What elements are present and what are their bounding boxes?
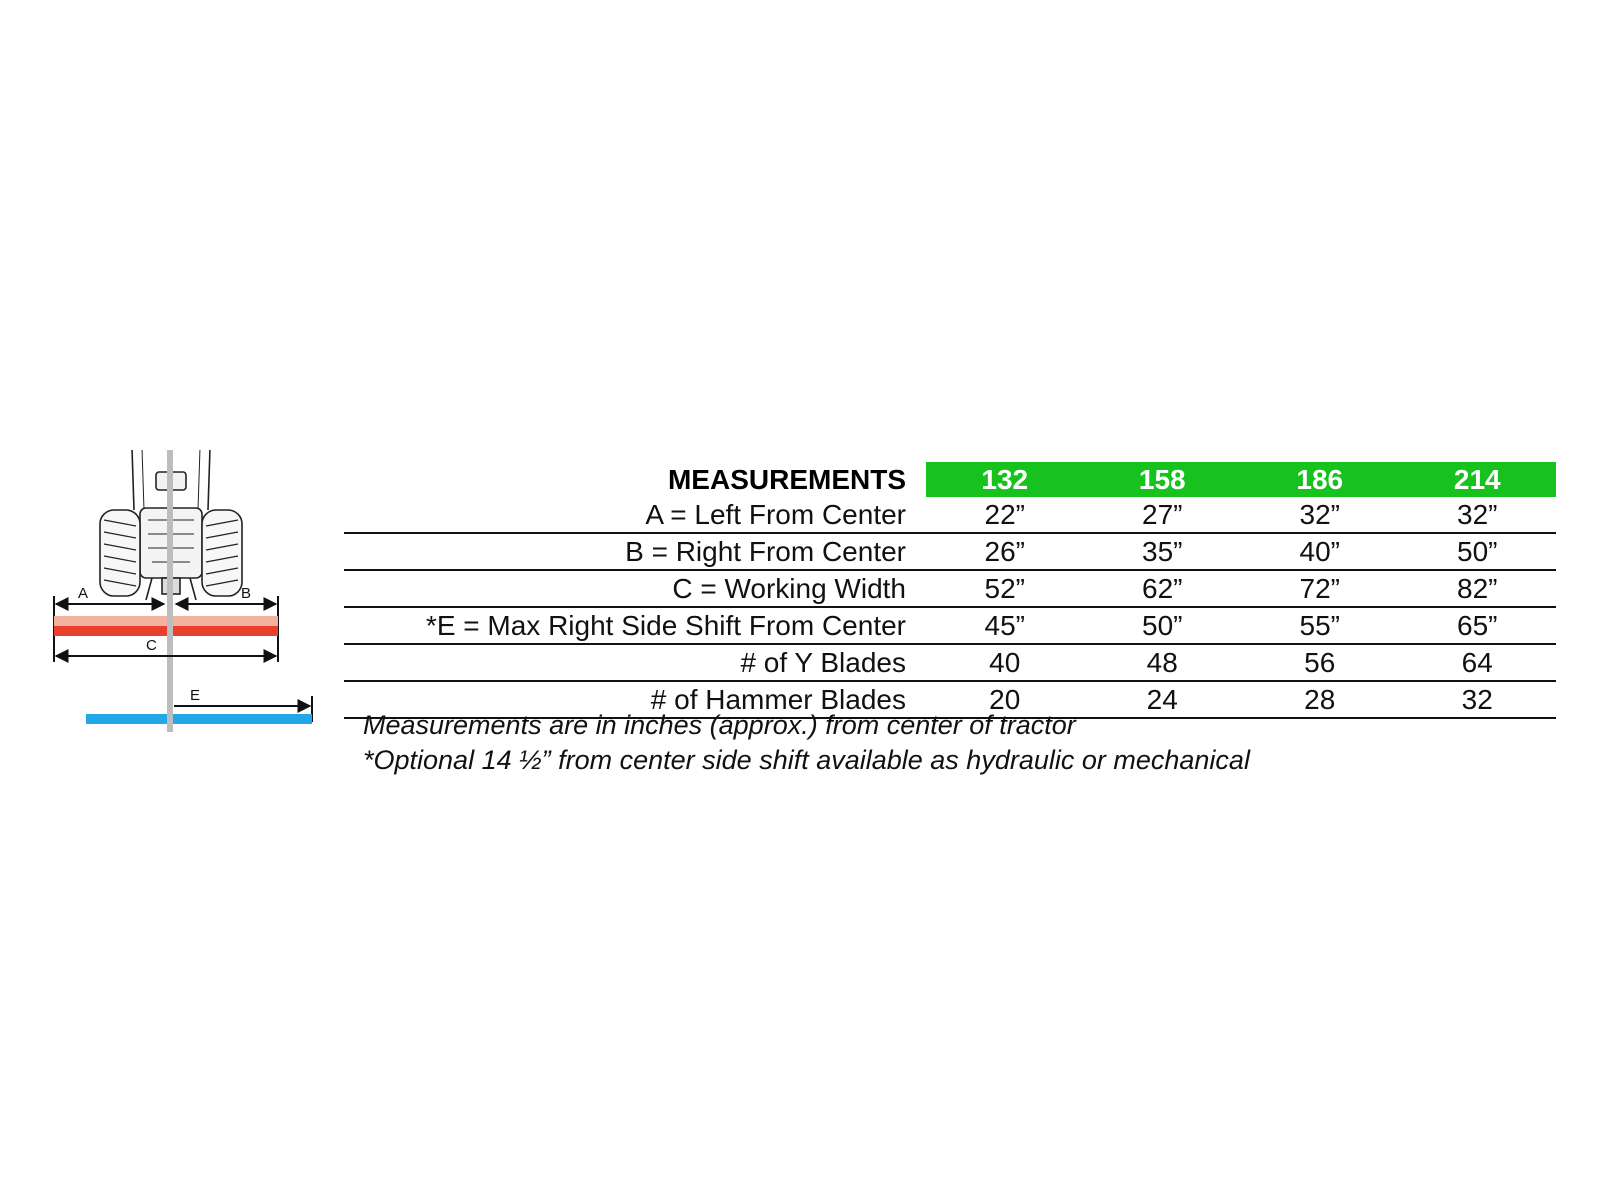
table-cell: 56 (1241, 644, 1399, 681)
table-row (344, 607, 1556, 644)
size-header-214: 214 (1399, 462, 1557, 497)
mower-deck (54, 626, 278, 636)
row-label: C = Working Width (344, 570, 926, 607)
table-cell: 40” (1241, 533, 1399, 570)
table-row (344, 497, 1556, 533)
table-cell: 50” (1084, 607, 1242, 644)
row-label: *E = Max Right Side Shift From Center (344, 607, 926, 644)
size-header-186: 186 (1241, 462, 1399, 497)
table-cell: 26” (926, 533, 1084, 570)
measurements-table (344, 462, 1556, 719)
table-cell: 72” (1241, 570, 1399, 607)
table-cell: 62” (1084, 570, 1242, 607)
mower-deck-light (54, 616, 278, 626)
table-cell: 65” (1399, 607, 1557, 644)
dimension-b-label: B (241, 585, 252, 602)
measurements-header: MEASUREMENTS (667, 464, 906, 495)
table-row (344, 533, 1556, 570)
table-row (344, 644, 1556, 681)
tractor-dimension-diagram (48, 450, 328, 760)
table-cell: 55” (1241, 607, 1399, 644)
table-cell: 27” (1084, 497, 1242, 533)
table-cell: 45” (926, 607, 1084, 644)
table-header-row (344, 462, 1556, 497)
dimension-c-label: C (146, 637, 157, 654)
dimension-a-label: A (78, 585, 89, 602)
table-cell: 28 (1241, 681, 1399, 718)
table-cell: 32” (1399, 497, 1557, 533)
table-cell: 32” (1241, 497, 1399, 533)
side-shift-bar (86, 714, 312, 724)
table-row (344, 570, 1556, 607)
row-label: # of Hammer Blades (344, 681, 926, 718)
row-label: # of Y Blades (344, 644, 926, 681)
table-cell: 64 (1399, 644, 1557, 681)
size-header-158: 158 (1084, 462, 1242, 497)
table-cell: 40 (926, 644, 1084, 681)
table-cell: 24 (1084, 681, 1242, 718)
table-cell: 48 (1084, 644, 1242, 681)
table-cell: 52” (926, 570, 1084, 607)
table-cell: 32 (1399, 681, 1557, 718)
table-cell: 20 (926, 681, 1084, 718)
table-cell: 82” (1399, 570, 1557, 607)
dimension-e-label: E (190, 687, 201, 704)
footnote-inches: Measurements are in inches (approx.) from center of tractor (363, 710, 1076, 740)
table-cell: 22” (926, 497, 1084, 533)
row-label: A = Left From Center (344, 497, 926, 533)
table-cell: 35” (1084, 533, 1242, 570)
row-label: B = Right From Center (344, 533, 926, 570)
footnote-side-shift: *Optional 14 ½” from center side shift available as hydraulic or mechanical (363, 745, 1250, 775)
size-header-132: 132 (926, 462, 1084, 497)
table-cell: 50” (1399, 533, 1557, 570)
